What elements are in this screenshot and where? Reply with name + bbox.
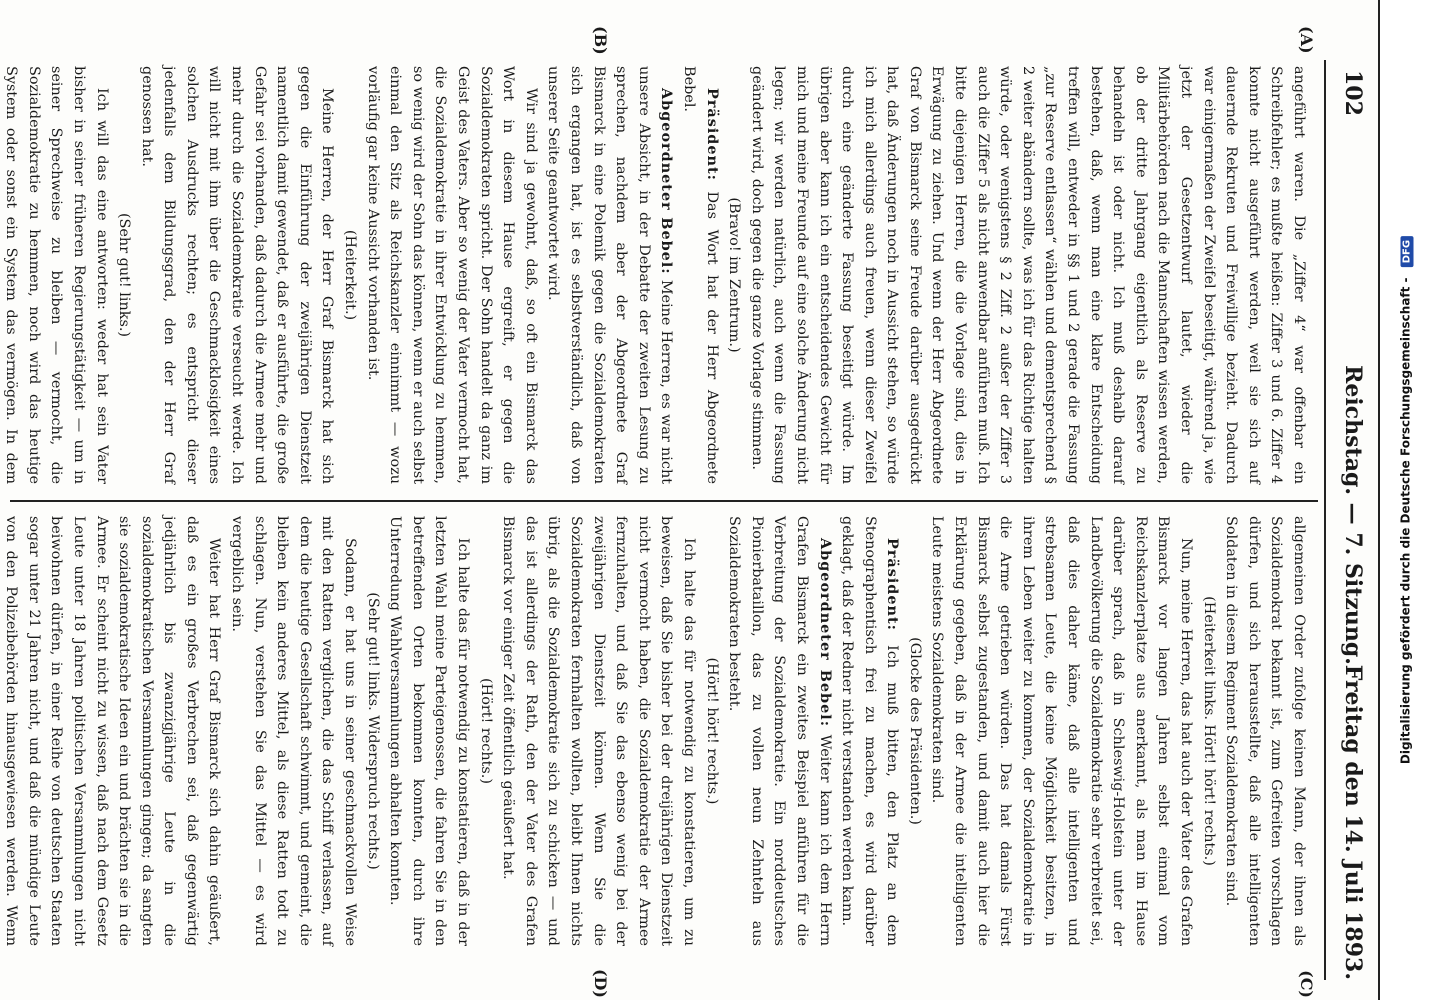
paragraph-text: Ich muß bitten, den Platz an dem Stenographentisch frei zu machen, es wird darüber geklagt, daß der Redner nicht verstanden werden kann. xyxy=(839,516,901,946)
paragraph-text: angeführt waren. Die „Ziffer 4“ war offenbar ein Schreibfehler; es mußte heißen: Ziffer 3 und 6. Ziffer 4 konnte nicht ausgeführt werden, weil sie sich auf dauernde Rekruten und Freiwillige bezieht. Dadurch war einigermaßen der Zweifel beseitigt, während ja, wie jetzt der Gesetzentwurf lautet, wieder die Militärbehörden nach die Mannschaften wissen werden, ob der dritte Jahrgang eigentlich als Reserve zu behandeln ist oder nicht. Ich muß deshalb darauf bestehen, daß, wenn man eine klare Entscheidung treffen will, entweder in §§ 1 und 2 gerade die Fassung „zur Reserve entlassen“ wählen und dementsprechend § 2 weiter abändern sollte, was ich für das Richtige halten würde, oder wenigstens § 2 Ziff. 2 außer der Ziffer 3 auch die Ziffer 5 als nicht anwendbar anführen muß. Ich bitte diejenigen Herren, die die Vorlage sind, dies in Erwägung zu ziehen. Und wenn der Herr Abgeordnete Graf von Bismarck seine Freude darüber ausgedrückt hat, daß Änderungen noch in Aussicht stehen, so würde ich mich allerdings auch freuen, wenn dieser Zweifel durch eine geänderte Fassung beseitigt würde. Im übrigen aber kann ich ein entscheidendes Gewicht für mich und meine Freunde auf eine solche Änderung nicht legen; wir werden natürlich, auch wenn die Fassung geändert wird, doch gegen die ganze Vorlage stimmen. xyxy=(748,66,1307,484)
stage-direction xyxy=(723,66,746,484)
stage-direction xyxy=(113,66,136,484)
paragraph xyxy=(0,516,226,946)
stage-direction xyxy=(338,66,361,484)
paragraph-text: allgemeinen Order zufolge keinen Mann, der ihnen als Sozialdemokrat bekannt ist, zum Gefreiten vorschlagen dürfen, und sich herausstellte, daß alle intelligenten Soldaten in diesem Regiment Sozialdemokraten sind. xyxy=(1223,516,1307,946)
paragraph-text: Weiter kann ich dem Herrn Grafen Bismarck ein zweites Beispiel anführen für die Verbreitung der Sozialdemokratie. Ein norddeutsches Pionierbataillon, das zu vollen neun Zehnteln aus Sozialdemokraten besteht. xyxy=(726,516,833,946)
paragraph-text: Ich halte das für notwendig zu konstatieren, um zu beweisen, daß Sie bisher bei der dreijährigen Dienstzeit nicht vermocht haben, die Sozialdemokratie der Armee fernzuhalten, und daß Sie das ebenso wenig bei der zweijährigen Dienstzeit können. Wenn Sie die Sozialdemokraten fernhalten wollten, bleibt Ihnen nichts übrig, als die Sozialdemokratie sich zu schicken — und das ist allerdings der Rath, den der Vater des Grafen Bismarck vor einiger Zeit öffentlich geäußert hat. xyxy=(500,516,697,946)
paragraph-text: Weiter hat Herr Graf Bismarck sich dahin geäußert, daß es ein großes Verbrechen sei, daß gegenwärtig jedjährlich bis zwanzigjährige Leute in die sozialdemokratischen Versammlungen gingen; da sangten sie sozialdemokratische Ideen ein und brächten sie in die Armee. Er scheint nicht zu wissen, daß nach dem Gesetz Leute unter 18 Jahren politischen Versammlungen nicht beiwohnen dürfen, in einer Reihe von deutschen Staaten sogar unter 21 Jahren nicht, und daß die mündige Leute von den Polizeibehörden hinausgewiesen werden. Wenn xyxy=(3,516,223,946)
paragraph xyxy=(1220,516,1310,946)
paragraph xyxy=(723,516,836,946)
stage-direction xyxy=(700,516,723,946)
session-title: Reichstag. — 7. Sitzung. xyxy=(1340,365,1366,665)
page-number: 102 xyxy=(1340,70,1366,116)
paragraph xyxy=(384,516,474,946)
paragraph-text: (Hört! hört! rechts.) xyxy=(703,657,720,805)
paragraph xyxy=(926,516,1197,946)
header-rule xyxy=(1324,60,1326,980)
paragraph-text: Nun, meine Herren, das hat auch der Vater des Grafen Bismarck vor langen Jahren selbst einmal vom Reichskanzlerplatze aus anerkannt, als man im Hause darüber sprach, daß in Schleswig-Holstein unter der Landbevölkerung die Sozialdemokratie sehr verbreitet sei, daß dies daher käme, daß alle intelligenten und strebsamen Leute, die keine Möglichkeit besitzen, in ihrem Leben weiter zu kommen, der Sozialdemokratie in die Arme getrieben würden. Das hat damals Fürst Bismarck selbst zugestanden, und damit auch hier die Erklärung gegeben, daß in der Armee die intelligenten Leute meistens Sozialdemokraten sind. xyxy=(929,516,1195,946)
paragraph-text: (Sehr gut! links. Widerspruch rechts.) xyxy=(364,592,381,870)
paragraph-text: (Glocke des Präsidenten.) xyxy=(906,637,923,825)
left-column xyxy=(3,66,1310,484)
speaker-name: Präsident: xyxy=(884,538,902,631)
stage-direction xyxy=(903,516,926,946)
margin-marker-a: (A) xyxy=(1297,26,1316,54)
stage-direction xyxy=(474,516,497,946)
paragraph-text: (Bravo! im Zentrum.) xyxy=(726,197,743,353)
paragraph-text: (Hört! rechts.) xyxy=(477,678,494,784)
paragraph xyxy=(542,66,678,484)
column-divider xyxy=(10,500,1318,502)
speaker-name: Abgeordneter Bebel: xyxy=(658,88,676,275)
margin-marker-c: (C) xyxy=(1297,970,1316,998)
paragraph-text: Meine Herren, es war nicht unsere Absicht, in der Debatte der zweiten Lesung zu sprechen, nachdem aber der Abgeordnete Graf Bismarck in eine Polemik gegen die Sozialdemokraten sich ergangen hat, ist es selbstverständlich, daß von unserer Seite geantwortet wird. xyxy=(545,66,675,484)
paragraph-text: Ich halte das für notwendig zu konstatieren, daß in der letzten Wahl meine Parteigenossen, die fahren Sie in den betreffenden Orten bekommen konnten, durch ihre Unterredung Wahlversammlungen abhalten konnten. xyxy=(387,516,472,946)
speaker-name: Präsident: xyxy=(703,88,721,181)
paragraph-text: (Sehr gut! links.) xyxy=(116,212,133,338)
paragraph xyxy=(0,66,113,484)
paragraph-text: (Heiterkeit links. Hört! hört! rechts.) xyxy=(1200,596,1217,866)
paragraph xyxy=(135,66,338,484)
stage-direction xyxy=(1197,516,1220,946)
right-column xyxy=(3,516,1310,946)
session-date: Freitag den 14. Juli 1893. xyxy=(1340,664,1366,980)
paragraph xyxy=(836,516,904,946)
paragraph xyxy=(497,516,700,946)
paragraph xyxy=(745,66,1310,484)
margin-marker-b: (B) xyxy=(591,26,610,55)
paragraph xyxy=(677,66,722,484)
paragraph-text: Meine Herren, der Herr Graf Bismarck hat sich gegen die Einführung der zweijährigen Dienstzeit namentlich damit gewendet, daß er ausführte, die große Gefahr sei vorhanden, daß dadurch die Armee mehr und mehr durch die Sozialdemokratie verseucht werde. Ich will nicht mit ihm über die Geschmacklosigkeit eines solchen Ausdrucks rechten; es entspricht dieser jedenfalls dem Bildungsgrad, den der Herr Graf genossen hat. xyxy=(138,66,336,484)
digitization-credit: Digitalisierung gefördert durch die Deutsche Forschungsgemeinschaft - xyxy=(1398,277,1413,765)
digitization-sidebar xyxy=(1378,0,1432,1000)
paragraph-text: Das Wort hat der Herr Abgeordnete Bebel. xyxy=(680,66,720,484)
paragraph-text: Wir sind ja gewohnt, daß, so oft ein Bismarck das Wort in diesem Hause ergreift, er gegen die Sozialdemokraten spricht. Der Sohn handelt da ganz im Geist des Vaters. Aber so wenig der Vater vermocht hat, die Sozialdemokratie in ihrer Entwicklung zu hemmen, so wenig wird der Sohn das können, wenn er auch selbst einmal den Sitz als Reichskanzler einnimmt — wozu vorläufig gar keine Aussicht vorhanden ist. xyxy=(364,66,539,484)
paragraph-text: (Heiterkeit.) xyxy=(342,229,359,321)
page-header xyxy=(1332,70,1372,980)
paragraph xyxy=(361,66,542,484)
stage-direction xyxy=(361,516,384,946)
paragraph xyxy=(226,516,362,946)
paragraph-text: Ich will das eine antworten: weder hat sein Vater bisher in seiner früheren Regierungstätigkeit — um in seiner Sprechweise zu bleiben — vermocht, die Sozialdemokratie zu hemmen, noch wird das heutige System oder sonst ein System das vermögen. In dem xyxy=(3,66,110,484)
digitization-caption xyxy=(1399,236,1414,764)
dfg-logo-icon: DFG xyxy=(1401,236,1414,267)
speaker-name: Abgeordneter Bebel: xyxy=(816,538,834,728)
paragraph-text: Sodann, er hat uns in seiner geschmackvollen Weise mit den Ratten verglichen, die das Schiff verlassen, auf dem die heutige Gesellschaft schwimmt, und gemeint, die bleiben kein anderes Mittel, als diese Ratten todt zu schlagen. Nun, verstehen Sie das Mittel — es wird vergeblich sein. xyxy=(229,516,359,946)
margin-marker-d: (D) xyxy=(591,968,610,998)
